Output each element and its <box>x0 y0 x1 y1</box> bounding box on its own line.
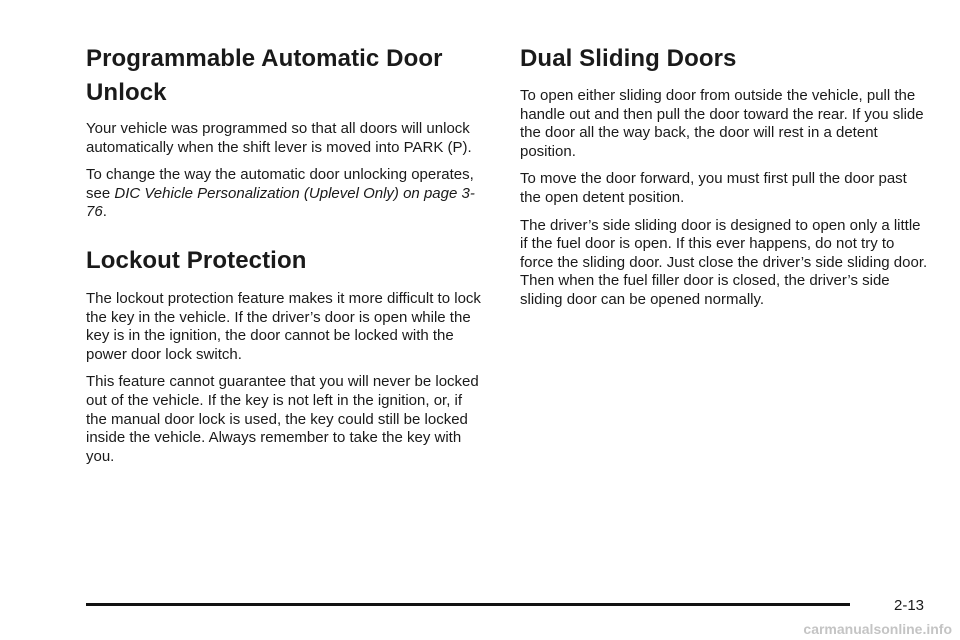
left-column <box>86 42 486 475</box>
heading-lockout-protection: Lockout Protection <box>86 246 307 274</box>
heading-line-2: Unlock <box>86 79 167 106</box>
heading-line-1: Programmable Automatic Door <box>86 45 443 72</box>
paragraph-auto-unlock-intro: Your vehicle was programmed so that all doors will unlock automatically when the shift lever is moved into PARK (P). <box>86 120 472 156</box>
paragraph-sliding-fuel-door: The driver’s side sliding door is designed to open only a little if the fuel door is open. If this ever happens, do not try to force the sliding door. Just close the driver’s side sliding door. Then when the fuel filler door is closed, the driver’s side sliding door can be opened normally. <box>520 216 928 308</box>
cross-reference-dic-personalization[interactable]: DIC Vehicle Personalization (Uplevel Only) on page 3-76 <box>86 184 475 221</box>
watermark-text: carmanualsonline.info <box>803 621 952 637</box>
paragraph-sliding-open: To open either sliding door from outside the vehicle, pull the handle out and then pull the door toward the rear. If you slide the door all the way back, the door will rest in a detent position. <box>520 87 924 160</box>
paragraph-lockout-feature: The lockout protection feature makes it more difficult to lock the key in the vehicle. If the driver’s door is open while the key is in the ignition, the door cannot be locked with the power door lock switch. <box>86 289 481 363</box>
heading-dual-sliding-doors: Dual Sliding Doors <box>520 45 737 72</box>
paragraph-sliding-forward: To move the door forward, you must first pull the door past the open detent position. <box>520 170 907 206</box>
paragraph-suffix: . <box>102 203 107 221</box>
paragraph-prefix: To change the way the automatic door unlocking operates, see <box>86 166 474 202</box>
page-number: 2-13 <box>894 597 925 614</box>
footer-rule <box>86 603 850 606</box>
right-column <box>520 42 930 319</box>
paragraph-lockout-guarantee: This feature cannot guarantee that you will never be locked out of the vehicle. If the key is not left in the ignition, or, if the manual door lock is used, the key could still be locked inside the vehicle. Always remember to take the key with you. <box>86 373 479 465</box>
paragraph-auto-unlock-change <box>86 166 486 222</box>
heading-programmable-automatic-door-unlock <box>86 42 486 110</box>
